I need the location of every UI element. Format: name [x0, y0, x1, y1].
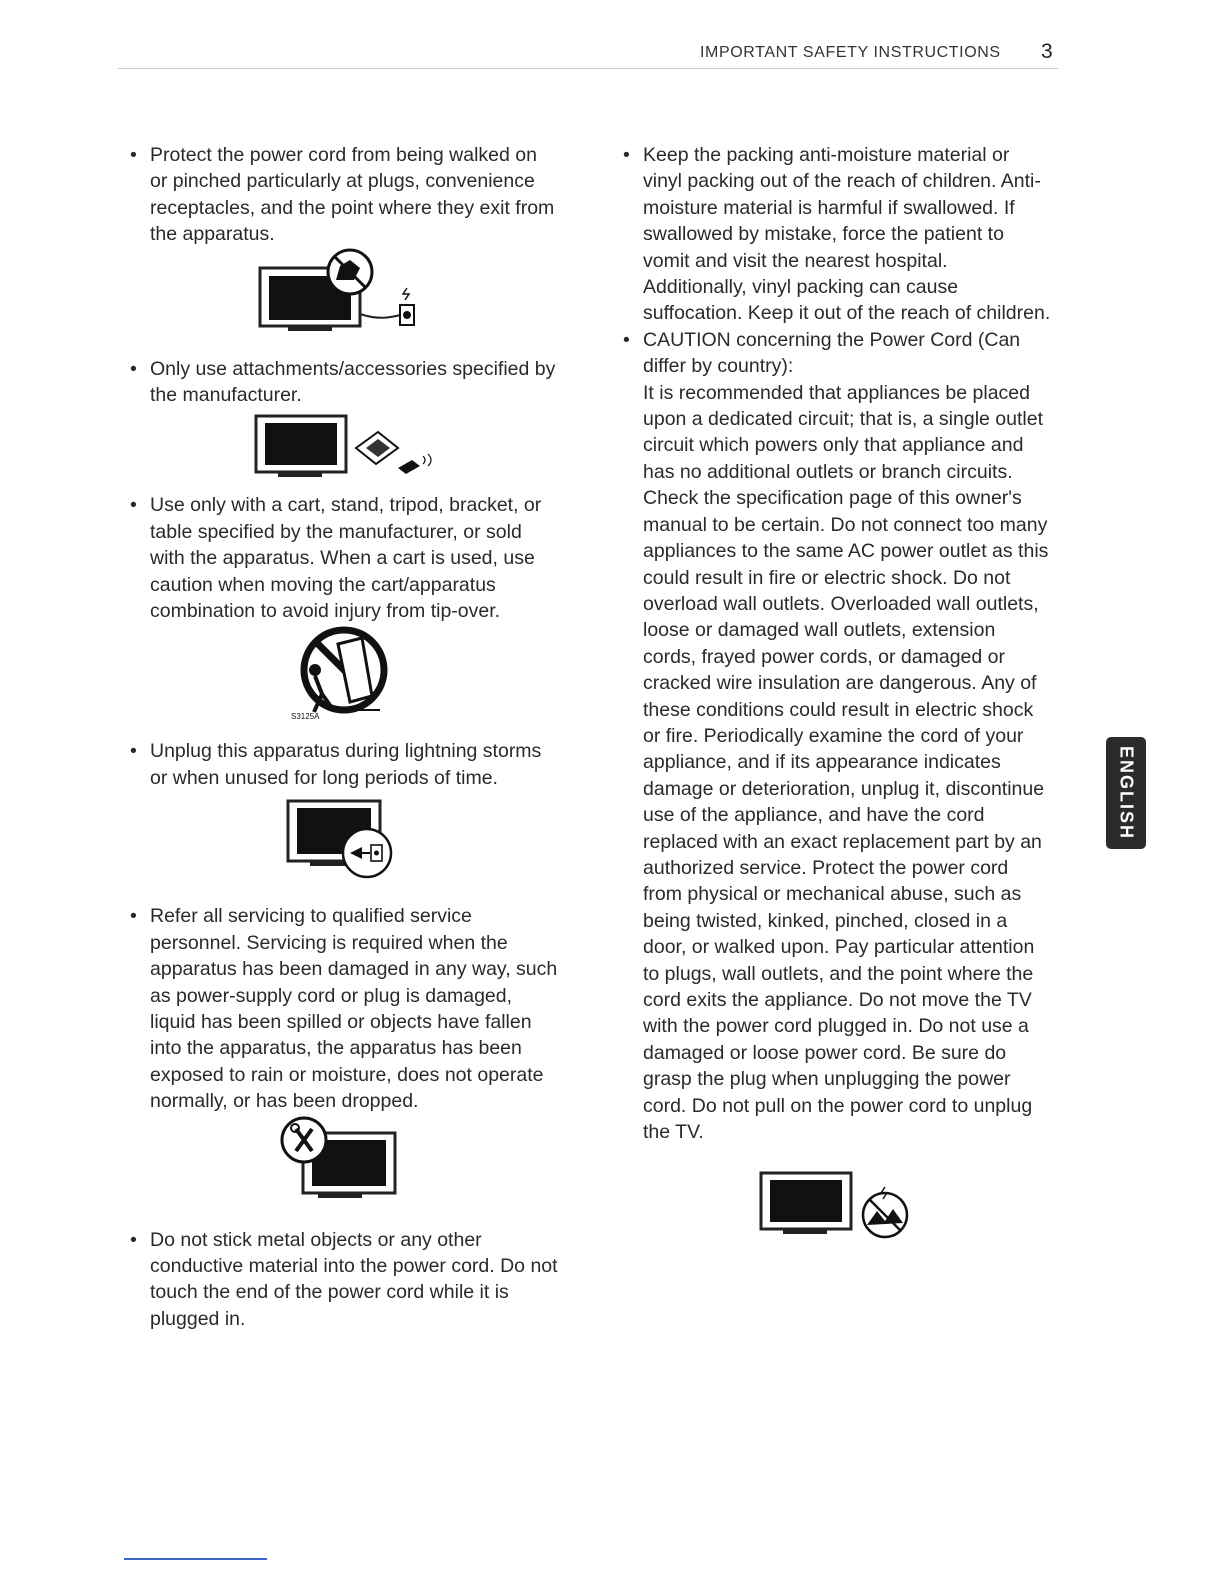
safety-text: Only use attachments/accessories specified by the manufacturer.: [150, 357, 556, 407]
safety-text: Do not stick metal objects or any other conductive material into the power cord. Do not touch the end of the power cord while it is plugged in.: [150, 1228, 558, 1330]
bullet: •: [130, 144, 137, 166]
bullet: •: [623, 144, 630, 166]
list-item: [128, 492, 558, 624]
cart-figure-label: S3125A: [291, 712, 320, 722]
bullet: •: [130, 494, 137, 517]
list-item: [128, 903, 558, 1114]
list-item: [128, 1227, 558, 1333]
bullet: •: [623, 328, 630, 351]
safety-text: Refer all servicing to qualified service personnel. Servicing is required when the apparatus has been damaged in any way, such as power-supply cord or plug is damaged, liquid has been spilled or objects have fallen into the apparatus, the apparatus has been exposed to rain or moisture, does not operate normally, or has been dropped.: [150, 905, 558, 1113]
bullet: •: [130, 905, 137, 928]
page-header-title: IMPORTANT SAFETY INSTRUCTIONS: [700, 44, 1001, 61]
list-item: [621, 142, 1051, 327]
list-item: [621, 327, 1051, 1146]
accessories-illustration: [128, 408, 558, 490]
safety-caution-body: It is recommended that appliances be placed upon a dedicated circuit; that is, a single outlet circuit which powers only that appliance and has no additional outlets or branch circuits. Check the specification page of this owner's manual to be certain. Do not connect too many appliances to the same AC power outlet as this could result in fire or electric shock. Do not overload wall outlets. Overloaded wall outlets, loose or damaged wall outlets, extension cords, frayed power cords, or damaged or cracked wire insulation are dangerous. Any of these conditions could result in electric shock or fire. Periodically examine the cord of your appliance, and if its appearance indicates damage or deterioration, unplug it, discontinue use of the appliance, and have the cord replaced with an exact replacement part by an authorized service. Protect the power cord from physical or mechanical abuse, such as being twisted, kinked, pinched, closed in a door, or walked upon. Pay particular attention to plugs, wall outlets, and the point where the cord exits the appliance. Do not move the TV with the power cord plugged in. Do not use a damaged or loose power cord. Be sure do grasp the plug when unplugging the power cord. Do not pull on the power cord to unplug the TV.: [643, 381, 1049, 1144]
page-number: 3: [1041, 40, 1053, 63]
list-item: [128, 356, 558, 409]
right-column: [621, 140, 1051, 1255]
safety-text: Unplug this apparatus during lightning storms or when unused for long periods of time.: [150, 740, 542, 789]
bullet: •: [130, 1228, 137, 1251]
safety-caution-heading: CAUTION concerning the Power Cord (Can differ by country):: [643, 328, 1021, 378]
language-tab-label: ENGLISH: [1116, 745, 1137, 841]
list-item: [128, 142, 558, 248]
bullet: •: [130, 740, 137, 763]
language-tab: [1106, 737, 1146, 849]
header-divider: [118, 68, 1058, 69]
list-item: [128, 738, 558, 791]
power-cord-damage-illustration: [621, 1165, 1051, 1255]
footer-rule: [124, 1558, 267, 1560]
safety-text: Protect the power cord from being walked on or pinched particularly at plugs, convenience receptacles, and the point where they exit from the apparatus.: [150, 144, 555, 246]
safety-text: Use only with a cart, stand, tripod, bracket, or table specified by the manufacturer, or sold with the apparatus. When a cart is used, use caution when moving the cart/apparatus combination to avoid injury from tip-over.: [150, 494, 542, 623]
unplug-illustration: [128, 791, 558, 895]
left-column: [128, 140, 558, 1332]
bullet: •: [130, 357, 137, 380]
safety-text: Keep the packing anti-moisture material or vinyl packing out of the reach of children. Anti-moisture material is harmful if swallowed. If swallowed by mistake, force the patient to vomit and visit the nearest hospital. Additionally, vinyl packing can cause suffocation. Keep it out of the reach of children.: [643, 144, 1051, 325]
cart-tip-over-warning-illustration: [128, 624, 558, 736]
servicing-illustration: [128, 1115, 558, 1215]
power-cord-step-illustration: [128, 248, 558, 348]
